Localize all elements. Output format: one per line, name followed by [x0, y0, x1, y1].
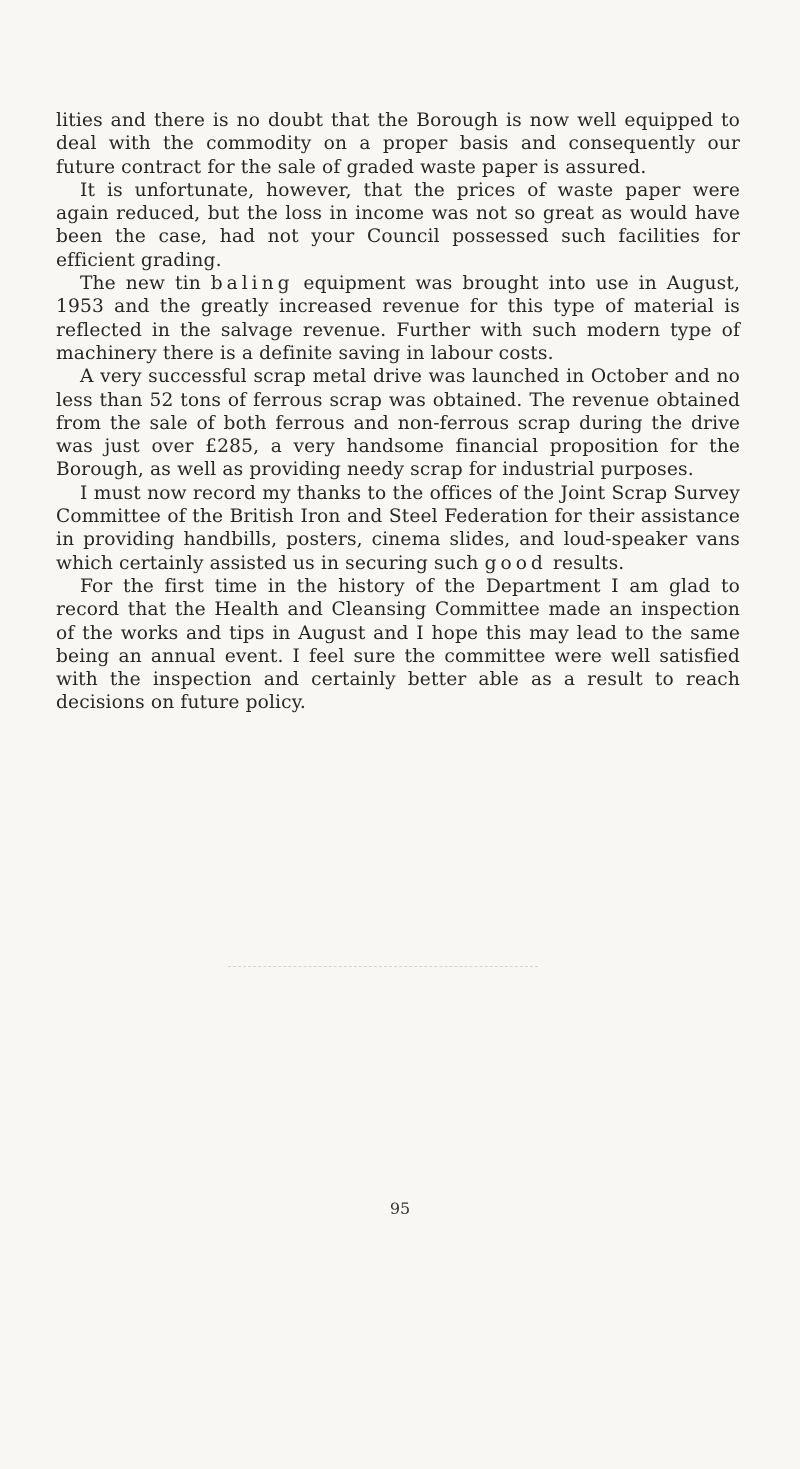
paragraph-4: [56, 365, 740, 481]
body-text: [56, 109, 740, 715]
spaced-word: good: [484, 552, 547, 574]
text-run: A very successful scrap metal drive was launched in October and no less than 52 tons of ferrous scrap was obtained. The revenue obtained from the sale of both ferrous and non-ferrous scrap during the drive was just over £285, a very handsome financial proposition for the Borough, as well as providing needy scrap for industrial purposes.: [56, 366, 740, 481]
text-run: equipment was brought into use in August, 1953 and the greatly increased revenue for this type of material is reflected in the salvage revenue. Further with such modern type of machinery there is a definite saving in labour costs.: [56, 273, 741, 364]
spaced-word: baling: [210, 273, 294, 295]
paragraph-5: [56, 482, 740, 575]
paragraph-3: [56, 272, 740, 365]
text-run: For the first time in the history of the Department I am glad to record that the Health and Cleansing Committee made an inspection of the works and tips in August and I hope this may lead to the same being an annual event. I feel sure the committee were well satisfied with the inspection and certainly better able as a result to reach decisions on future policy.: [56, 575, 740, 714]
text-run: results.: [546, 552, 625, 574]
text-run: lities and there is no doubt that the Borough is now well equipped to deal with the commodity on a proper basis and consequently our future contract for the sale of graded waste paper is assured.: [56, 110, 740, 178]
paragraph-1: [56, 109, 740, 179]
text-run: It is unfortunate, however, that the prices of waste paper were again reduced, but the loss in income was not so great as would have been the case, had not your Council possessed such facilities for efficient grading.: [56, 179, 740, 271]
paragraph-2: [56, 179, 740, 272]
paragraph-6: [56, 575, 740, 715]
faint-marks: [228, 966, 538, 969]
text-run: I must now record my thanks to the offices of the Joint Scrap Survey Committee of the British Iron and Steel Federation for their assistance in providing handbills, posters, cinema slides, and loud-speaker vans which certainly assisted us in securing such: [56, 482, 740, 574]
text-run: The new tin: [80, 273, 211, 295]
page-number: 95: [389, 1199, 411, 1218]
